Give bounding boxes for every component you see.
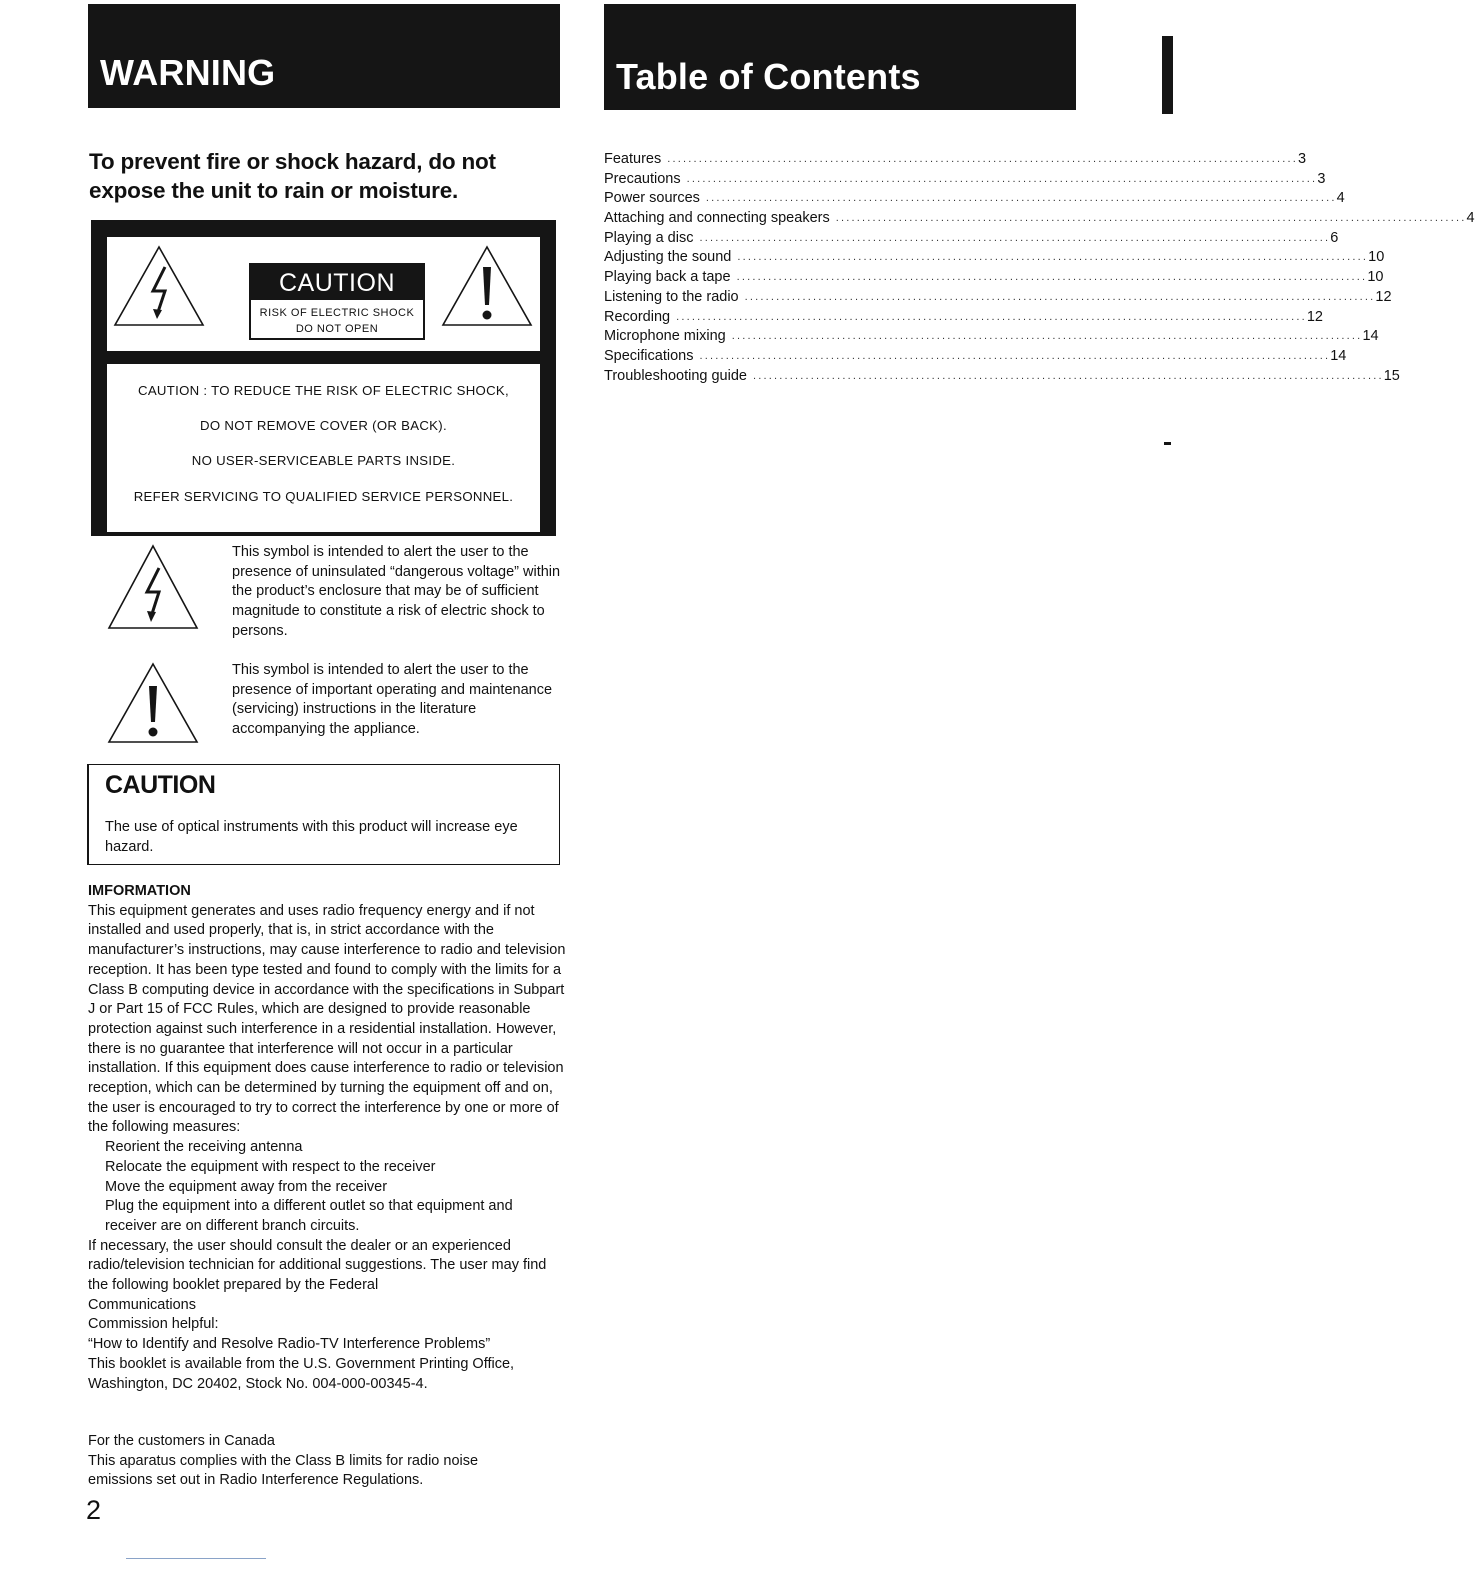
toc-entry-page: 12 xyxy=(1375,288,1392,305)
information-title: IMFORMATION xyxy=(88,883,191,899)
toc-entry[interactable] xyxy=(604,367,1400,387)
hazard-heading: To prevent fire or shock hazard, do not expose the unit to rain or moisture. xyxy=(89,149,496,203)
toc-title: Table of Contents xyxy=(616,56,921,97)
toc-entry-label: Specifications xyxy=(604,347,694,364)
lightning-warning-icon xyxy=(113,245,205,327)
measure-item: Reorient the receiving antenna xyxy=(105,1139,303,1156)
measure-item: Plug the equipment into a different outlet so that equipment and receiver are on different branch circuits. xyxy=(105,1198,513,1234)
toc-entry-label: Playing back a tape xyxy=(604,269,731,286)
caution-text-line1: CAUTION : TO REDUCE THE RISK OF ELECTRIC SHOCK, xyxy=(138,383,509,398)
optical-caution-title: CAUTION xyxy=(105,771,216,799)
optical-caution-body: The use of optical instruments with this product will increase eye hazard. xyxy=(105,819,518,855)
toc-entry-label: Adjusting the sound xyxy=(604,249,732,266)
toc-entry-label: Recording xyxy=(604,308,671,325)
toc-entry-label: Power sources xyxy=(604,190,700,207)
caution-shock-label xyxy=(249,263,425,340)
toc-entry-page: 4 xyxy=(1466,210,1475,227)
toc-leader-dots: ........................................................................................................................ xyxy=(686,172,1318,185)
toc-entry-page: 3 xyxy=(1317,170,1326,187)
caution-text-line3: NO USER-SERVICEABLE PARTS INSIDE. xyxy=(191,453,456,468)
caution-label-line2: DO NOT OPEN xyxy=(295,323,379,335)
toc-entry[interactable] xyxy=(604,189,1345,209)
toc-entry-label: Precautions xyxy=(604,170,681,187)
warning-banner xyxy=(88,4,560,108)
toc-leader-dots: ........................................................................................................................ xyxy=(676,310,1307,323)
toc-entry-page: 10 xyxy=(1368,249,1385,266)
toc-entry-label: Features xyxy=(604,151,662,167)
toc-leader-dots: ........................................................................................................................ xyxy=(731,330,1363,343)
toc-banner xyxy=(604,4,1076,110)
information-section xyxy=(88,882,566,1394)
footer-rule xyxy=(126,1558,266,1559)
toc-leader-dots: ........................................................................................................................ xyxy=(744,290,1376,303)
toc-entry-page: 3 xyxy=(1297,151,1307,167)
caution-text-line4: REFER SERVICING TO QUALIFIED SERVICE PERSONNEL. xyxy=(133,489,514,504)
caution-label-box xyxy=(91,220,556,536)
toc-entry-label: Attaching and connecting speakers xyxy=(604,210,830,227)
toc-entry-page: 6 xyxy=(1330,229,1339,246)
measure-item: Relocate the equipment with respect to the receiver xyxy=(105,1158,436,1175)
toc-entry[interactable] xyxy=(604,150,1307,170)
caution-text-line2: DO NOT REMOVE COVER (OR BACK). xyxy=(200,418,447,433)
toc-leader-dots: ........................................................................................................................ xyxy=(699,349,1331,362)
toc-entry-page: 12 xyxy=(1306,308,1323,325)
toc-entry-page: 4 xyxy=(1336,190,1345,207)
toc-entry-page: 10 xyxy=(1367,269,1384,286)
lightning-warning-icon xyxy=(107,544,199,630)
toc-entry-page: 15 xyxy=(1383,367,1400,384)
edge-tab-marker xyxy=(1162,36,1173,114)
information-paragraph-2: If necessary, the user should consult the dealer or an experienced radio/television technician for additional suggestions. The user may find the following booklet prepared by the Federal xyxy=(88,1237,547,1294)
information-paragraph: This equipment generates and uses radio frequency energy and if not installed and used properly, that is, in strict accordance with the manufacturer’s instructions, may cause interference to radio and television reception. It has been type tested and found to comply with the limits for a Class B computing device in accordance with the specifications in Subpart J or Part 15 of FCC Rules, which are designed to provide reasonable protection against such interference in a residential installation. However, there is no guarantee that interference will not occur in a particular installation. If this equipment does cause interference to radio or television reception, which can be determined by turning the equipment off and on, the user is encouraged to try to correct the interference by one or more of the following measures: xyxy=(88,902,566,1136)
caution-label-title: CAUTION xyxy=(251,265,423,300)
warning-title: WARNING xyxy=(100,52,276,93)
toc-entry[interactable] xyxy=(604,347,1347,367)
toc-entry[interactable] xyxy=(604,170,1326,190)
toc-leader-dots: ........................................................................................................................ xyxy=(705,192,1337,205)
toc-entry-page: 14 xyxy=(1362,328,1379,345)
information-paragraph-3: This booklet is available from the U.S. Government Printing Office, Washington, DC 20402, Stock No. 004-000-00345-4. xyxy=(88,1355,515,1392)
caution-label-line1: RISK OF ELECTRIC SHOCK xyxy=(259,307,415,319)
toc-entry[interactable] xyxy=(604,229,1339,249)
toc-entry[interactable] xyxy=(604,268,1384,288)
toc-leader-dots: ........................................................................................................................ xyxy=(667,153,1298,165)
toc-entry[interactable] xyxy=(604,308,1323,328)
measure-item: Move the equipment away from the receiver xyxy=(105,1178,388,1195)
toc-leader-dots: ........................................................................................................................ xyxy=(736,271,1368,284)
page-number: 2 xyxy=(86,1495,102,1525)
toc-entry-page: 14 xyxy=(1330,347,1347,364)
toc-leader-dots: ........................................................................................................................ xyxy=(699,231,1331,244)
edge-dash-marker xyxy=(1164,442,1171,445)
toc-leader-dots: ........................................................................................................................ xyxy=(835,212,1467,225)
optical-caution-box xyxy=(87,764,560,865)
exclamation-symbol-description: This symbol is intended to alert the user to the presence of important operating and maintenance (servicing) instructions in the literature accompanying the appliance. xyxy=(232,662,553,738)
canada-section xyxy=(88,1432,566,1491)
toc-entry[interactable] xyxy=(604,209,1475,229)
toc-entry-label: Troubleshooting guide xyxy=(604,367,747,384)
caution-top-panel xyxy=(107,237,540,351)
toc-entry[interactable] xyxy=(604,288,1392,308)
toc-entry[interactable] xyxy=(604,248,1385,268)
toc-entry-label: Playing a disc xyxy=(604,229,694,246)
toc-entry-label: Listening to the radio xyxy=(604,288,739,305)
toc-leader-dots: ........................................................................................................................ xyxy=(737,251,1369,264)
information-paragraph-2b: Communications xyxy=(88,1296,196,1313)
toc-leader-dots: ........................................................................................................................ xyxy=(752,369,1384,382)
canada-body: This aparatus complies with the Class B limits for radio noise emissions set out in Radio Interference Regulations. xyxy=(88,1452,479,1489)
toc-entry[interactable] xyxy=(604,327,1379,347)
toc-entry-label: Microphone mixing xyxy=(604,328,726,345)
canada-title: For the customers in Canada xyxy=(88,1433,275,1449)
exclamation-warning-icon xyxy=(441,245,533,327)
lightning-symbol-description: This symbol is intended to alert the user to the presence of uninsulated “dangerous voltage” within the product’s enclosure that may be of sufficient magnitude to constitute a risk of electric shock to persons. xyxy=(232,544,561,639)
caution-bottom-panel xyxy=(107,351,540,532)
exclamation-warning-icon xyxy=(107,662,199,744)
booklet-title: “How to Identify and Resolve Radio-TV Interference Problems” xyxy=(88,1336,491,1353)
information-paragraph-2c: Commission helpful: xyxy=(88,1316,219,1333)
table-of-contents xyxy=(604,150,1475,386)
